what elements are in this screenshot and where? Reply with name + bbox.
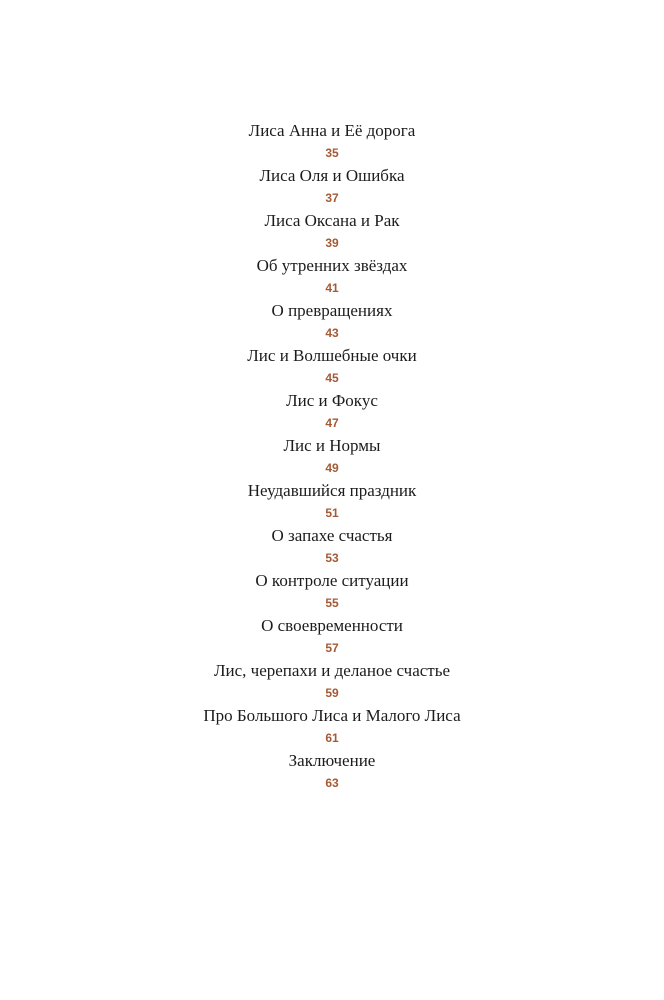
toc-entry-page-number: 43 [325,326,339,340]
toc-entry-page-number: 47 [325,416,339,430]
toc-entry-page-number: 63 [325,776,339,790]
toc-entry-page-number: 61 [325,731,339,745]
table-of-contents-page [0,117,664,792]
toc-entry-page-number: 41 [325,281,339,295]
toc-entry-title[interactable]: Лиса Оля и Ошибка [259,166,405,185]
toc-entry-title[interactable]: Лис и Фокус [286,391,378,410]
toc-entry-page-number: 45 [325,371,339,385]
toc-entry-title[interactable]: О контроле ситуации [255,571,409,590]
toc-entry[interactable] [248,477,417,522]
toc-entry[interactable] [255,567,408,612]
toc-entry-title[interactable]: Лиса Анна и Её дорога [248,121,416,140]
toc-entry[interactable] [214,657,450,702]
toc-entry-page-number: 51 [325,506,339,520]
toc-entry[interactable] [272,297,393,342]
toc-entry-page-number: 55 [325,596,339,610]
toc-entry-page-number: 49 [325,461,339,475]
toc-entry-page-number: 57 [325,641,339,655]
toc-entry-page-number: 35 [325,146,339,160]
toc-entry[interactable] [247,342,416,387]
toc-entry-title[interactable]: Лиса Оксана и Рак [264,211,400,230]
toc-entry-title[interactable]: Лис и Нормы [283,436,381,455]
toc-entry[interactable] [249,117,416,162]
toc-entry[interactable] [286,387,378,432]
toc-entry-title[interactable]: Заключение [288,751,376,770]
toc-entry-title[interactable]: Про Большого Лиса и Малого Лиса [203,706,461,725]
toc-entry-page-number: 39 [325,236,339,250]
toc-entry[interactable] [261,612,403,657]
toc-entry-title[interactable]: О своевременности [261,616,403,635]
toc-entry-page-number: 59 [325,686,339,700]
toc-entry-page-number: 37 [325,191,339,205]
toc-entry[interactable] [289,747,376,792]
toc-entry-title[interactable]: Лис, черепахи и деланое счастье [213,661,451,680]
toc-entry-title[interactable]: Об утренних звёздах [256,256,408,275]
toc-entry-title[interactable]: Неудавшийся праздник [247,481,417,500]
toc-entry-title[interactable]: Лис и Волшебные очки [247,346,417,365]
toc-entry-title[interactable]: О запахе счастья [271,526,393,545]
toc-entry[interactable] [272,522,393,567]
toc-entry-page-number: 53 [325,551,339,565]
toc-entry-title[interactable]: О превращениях [271,301,393,320]
toc-entry[interactable] [257,252,408,297]
toc-entry[interactable] [264,207,399,252]
toc-entry[interactable] [284,432,381,477]
toc-entry[interactable] [203,702,460,747]
toc-list [0,117,664,792]
toc-entry[interactable] [259,162,404,207]
